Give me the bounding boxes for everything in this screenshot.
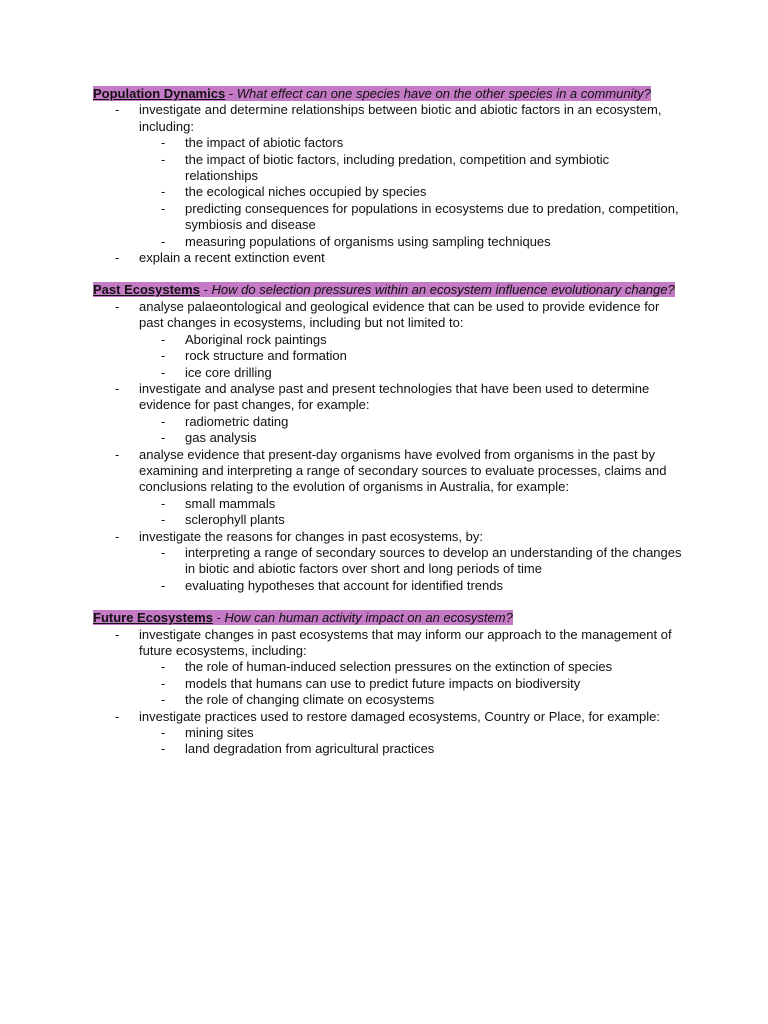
sub-list-item (139, 348, 683, 364)
sub-list-item (139, 234, 683, 250)
bullet-dash: - (161, 331, 166, 347)
bullet-dash: - (161, 725, 166, 741)
bullet-dash: - (161, 544, 166, 560)
list-item (93, 299, 683, 381)
bullet-dash: - (115, 446, 120, 462)
bullet-dash: - (115, 298, 120, 314)
document-page (93, 86, 683, 758)
sub-list-item (139, 135, 683, 151)
sub-list-item (139, 201, 683, 234)
sub-list-item-text: Aboriginal rock paintings (185, 331, 327, 347)
list-item-text: investigate changes in past ecosystems that may inform our approach to the management of future ecosystems, including: (139, 626, 672, 658)
bullet-dash: - (161, 233, 166, 249)
sub-list-item-text: evaluating hypotheses that account for identified trends (185, 577, 503, 593)
section-heading (93, 282, 683, 298)
section-question: How do selection pressures within an ecosystem influence evolutionary change? (211, 282, 675, 298)
bullet-dash: - (115, 528, 120, 544)
sub-list-item-text: predicting consequences for populations in ecosystems due to predation, competition, symbiosis and disease (185, 200, 679, 233)
sub-list-item (139, 725, 683, 741)
bullet-dash: - (161, 430, 166, 446)
sub-list-item (139, 741, 683, 757)
bullet-dash: - (161, 675, 166, 691)
list-item (93, 627, 683, 709)
section-question: What effect can one species have on the other species in a community? (236, 86, 651, 101)
sub-list-item (139, 152, 683, 185)
heading-highlight (93, 86, 651, 101)
bullet-dash: - (161, 512, 166, 528)
sub-list-item-text: the impact of abiotic factors (185, 135, 344, 151)
list-item-text: explain a recent extinction event (139, 250, 325, 266)
section-past-ecosystems (93, 282, 683, 594)
sub-list-item (139, 659, 683, 675)
list-item-text: investigate the reasons for changes in past ecosystems, by: (139, 528, 483, 544)
bullet-dash: - (161, 135, 166, 151)
list-item (93, 709, 683, 758)
sub-list-item (139, 496, 683, 512)
item-list (93, 299, 683, 594)
bullet-dash: - (161, 692, 166, 708)
section-heading (93, 86, 683, 102)
section-question: How can human activity impact on an ecosystem? (224, 610, 513, 626)
section-title: Population Dynamics (93, 86, 226, 101)
bullet-dash: - (161, 200, 166, 216)
sub-list-item (139, 512, 683, 528)
bullet-dash: - (115, 250, 120, 266)
list-item (93, 529, 683, 595)
sub-list-item (139, 365, 683, 381)
sub-list-item-text: rock structure and formation (185, 348, 347, 364)
bullet-dash: - (115, 102, 120, 118)
bullet-dash: - (161, 659, 166, 675)
sub-list-item-text: the ecological niches occupied by species (185, 184, 427, 200)
sub-list-item (139, 414, 683, 430)
list-item-text: investigate practices used to restore damaged ecosystems, Country or Place, for example: (139, 708, 660, 724)
bullet-dash: - (115, 380, 120, 396)
sub-list-item-text: land degradation from agricultural practices (185, 741, 435, 757)
heading-highlight (93, 610, 513, 625)
bullet-dash: - (161, 741, 166, 757)
sub-list-item (139, 184, 683, 200)
item-list (93, 102, 683, 266)
sub-item-list (139, 545, 683, 594)
section-future-ecosystems (93, 610, 683, 758)
section-title: Future Ecosystems (93, 610, 213, 626)
sub-list-item-text: sclerophyll plants (185, 512, 285, 528)
bullet-dash: - (161, 495, 166, 511)
bullet-dash: - (161, 364, 166, 380)
sub-list-item-text: gas analysis (185, 430, 257, 446)
sub-list-item-text: measuring populations of organisms using sampling techniques (185, 233, 551, 249)
sub-list-item (139, 430, 683, 446)
bullet-dash: - (161, 413, 166, 429)
sub-item-list (139, 496, 683, 529)
sub-item-list (139, 135, 683, 250)
section-population-dynamics (93, 86, 683, 266)
sub-list-item (139, 545, 683, 578)
item-list (93, 627, 683, 758)
list-item (93, 381, 683, 447)
sub-list-item-text: the impact of biotic factors, including predation, competition and symbiotic relationships (185, 151, 610, 184)
sub-list-item-text: radiometric dating (185, 413, 289, 429)
list-item (93, 250, 683, 266)
list-item-text: analyse evidence that present-day organisms have evolved from organisms in the past by examining and interpreting a range of secondary sources to evaluate processes, claims and conclusions relating to the evolution of organisms in Australia, for example: (139, 446, 667, 495)
bullet-dash: - (115, 626, 120, 642)
sub-list-item (139, 692, 683, 708)
heading-highlight (93, 282, 675, 297)
list-item-text: analyse palaeontological and geological evidence that can be used to provide evidence for past changes in ecosystems, including but not limited to: (139, 298, 660, 331)
sub-list-item (139, 578, 683, 594)
heading-separator: - (225, 86, 237, 101)
bullet-dash: - (161, 151, 166, 167)
sub-item-list (139, 332, 683, 381)
sub-list-item (139, 676, 683, 692)
list-item (93, 447, 683, 529)
bullet-dash: - (161, 577, 166, 593)
section-heading (93, 610, 683, 626)
list-item-text: investigate and analyse past and present technologies that have been used to determine evidence for past changes, for example: (139, 380, 650, 413)
sub-list-item-text: the role of human-induced selection pressures on the extinction of species (185, 659, 613, 675)
bullet-dash: - (115, 708, 120, 724)
sub-item-list (139, 659, 683, 708)
sub-list-item-text: small mammals (185, 495, 276, 511)
list-item-text: investigate and determine relationships between biotic and abiotic factors in an ecosystem, including: (139, 102, 662, 134)
sub-list-item-text: ice core drilling (185, 364, 272, 380)
sub-list-item (139, 332, 683, 348)
heading-separator: - (199, 282, 212, 298)
heading-separator: - (212, 610, 225, 626)
list-item (93, 102, 683, 250)
sub-item-list (139, 725, 683, 758)
sub-item-list (139, 414, 683, 447)
sub-list-item-text: the role of changing climate on ecosystems (185, 692, 435, 708)
sub-list-item-text: models that humans can use to predict future impacts on biodiversity (185, 675, 581, 691)
section-title: Past Ecosystems (93, 282, 200, 298)
sub-list-item-text: mining sites (185, 725, 254, 741)
bullet-dash: - (161, 184, 166, 200)
sub-list-item-text: interpreting a range of secondary sources to develop an understanding of the changes in biotic and abiotic factors over short and long periods of time (185, 544, 682, 577)
bullet-dash: - (161, 348, 166, 364)
